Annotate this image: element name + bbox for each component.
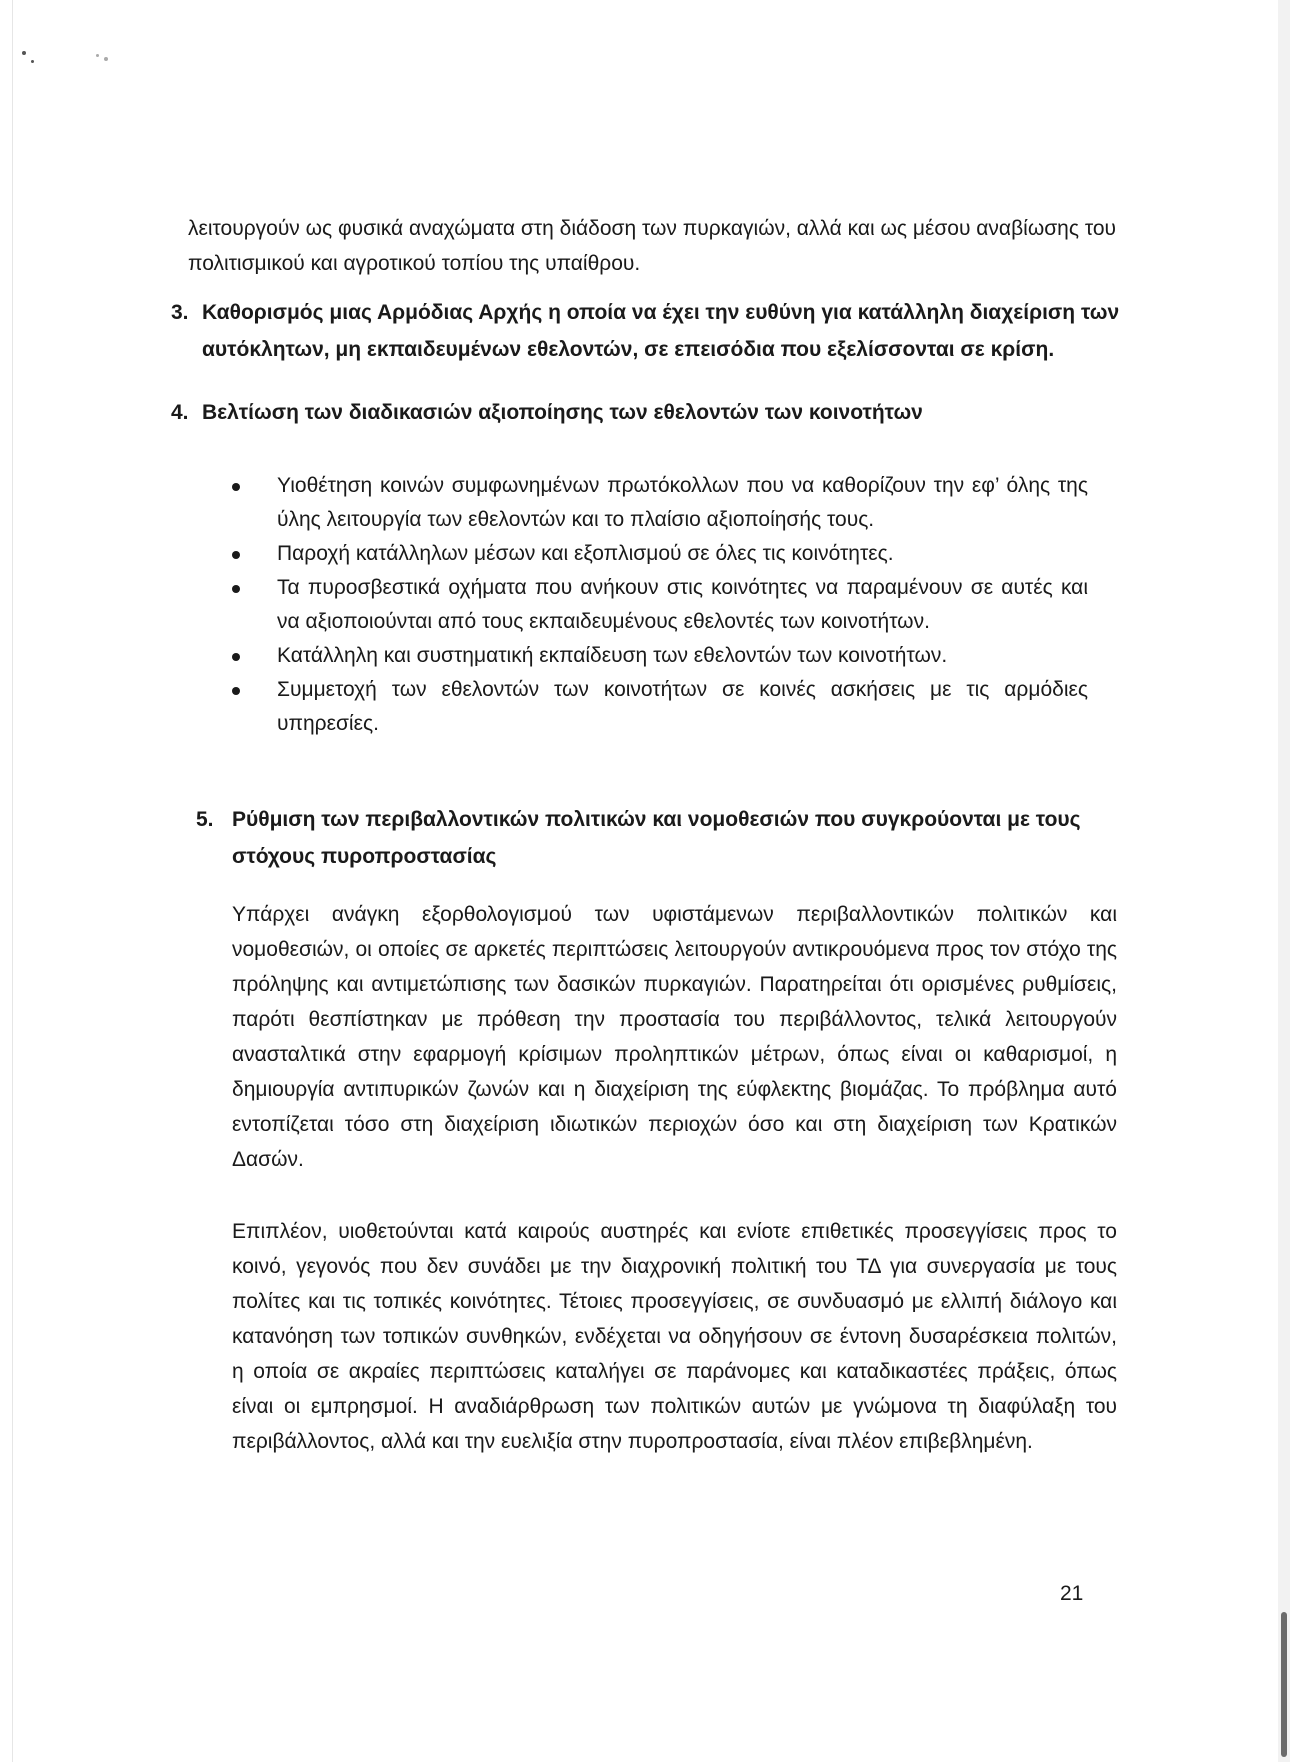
intro-paragraph: λειτουργούν ως φυσικά αναχώματα στη διάδοση των πυρκαγιών, αλλά και ως μέσου αναβίωσης του πολιτισμικού και αγροτικού τοπίου της υπαίθρου. [188, 217, 1116, 275]
scan-speck [104, 57, 108, 61]
section-5-paragraph-1: Υπάρχει ανάγκη εξορθολογισμού των υφιστάμενων περιβαλλοντικών πολιτικών και νομοθεσιών, οι οποίες σε αρκετές περιπτώσεις λειτουργούν αντικρουόμενα προς τον στόχο της πρόληψης και αντιμετώπισης των δασικών πυρκαγιών. Παρατηρείται ότι ορισμένες ρυθμίσεις, παρότι θεσπίστηκαν με πρόθεση την προστασία του περιβάλλοντος, τελικά λειτουργούν ανασταλτικά στην εφαρμογή κρίσιμων προληπτικών μέτρων, όπως είναι οι καθαρισμοί, η δημιουργία αντιπυρικών ζωνών και η διαχείριση της εύφλεκτης βιομάζας. Το πρόβλημα αυτό εντοπίζεται τόσο στη διαχείριση ιδιωτικών περιοχών όσο και στη διαχείριση των Κρατικών Δασών. [232, 903, 1117, 1171]
section-5-heading [196, 801, 1126, 875]
bullet-icon [232, 653, 240, 661]
page-number: 21 [1060, 1582, 1084, 1605]
scan-speck [96, 54, 99, 57]
section-title: Ρύθμιση των περιβαλλοντικών πολιτικών και νομοθεσιών που συγκρούονται με τους στόχους πυροπροστασίας [232, 808, 1081, 868]
scan-speck [31, 60, 34, 63]
list-item-text: Παροχή κατάλληλων μέσων και εξοπλισμού σε όλες τις κοινότητες. [277, 542, 894, 565]
section-title: Καθορισμός μιας Αρμόδιας Αρχής η οποία να έχει την ευθύνη για κατάλληλη διαχείριση των αυτόκλητων, μη εκπαιδευμένων εθελοντών, σε επεισόδια που εξελίσσονται σε κρίση. [202, 301, 1120, 361]
list-item [232, 571, 1088, 639]
list-item-text: Υιοθέτηση κοινών συμφωνημένων πρωτόκολλων που να καθορίζουν την εφ’ όλης της ύλης λειτουργία των εθελοντών και το πλαίσιο αξιοποίησής τους. [277, 474, 1088, 531]
list-item [232, 537, 1088, 571]
section-4-heading [171, 394, 1131, 431]
list-item [232, 639, 1088, 673]
section-title: Βελτίωση των διαδικασιών αξιοποίησης των εθελοντών των κοινοτήτων [202, 401, 923, 424]
list-item-text: Τα πυροσβεστικά οχήματα που ανήκουν στις κοινότητες να παραμένουν σε αυτές και να αξιοποιούνται από τους εκπαιδευμένους εθελοντές των κοινοτήτων. [277, 576, 1088, 633]
list-item-text: Συμμετοχή των εθελοντών των κοινοτήτων σε κοινές ασκήσεις με τις αρμόδιες υπηρεσίες. [277, 678, 1088, 735]
list-item [232, 469, 1088, 537]
scrollbar[interactable] [1278, 0, 1290, 1762]
section-number: 3. [171, 301, 189, 324]
scrollbar-thumb[interactable] [1281, 1612, 1287, 1757]
section-3-heading [171, 294, 1146, 368]
section-4-bullet-list [232, 469, 1088, 741]
bullet-icon [232, 585, 240, 593]
section-5-paragraph-2: Επιπλέον, υιοθετούνται κατά καιρούς αυστηρές και ενίοτε επιθετικές προσεγγίσεις προς το κοινό, γεγονός που δεν συνάδει με την διαχρονική πολιτική του ΤΔ για συνεργασία με τους πολίτες και τις τοπικές κοινότητες. Τέτοιες προσεγγίσεις, σε συνδυασμό με ελλιπή διάλογο και κατανόηση των τοπικών συνθηκών, ενδέχεται να οδηγήσουν σε έντονη δυσαρέσκεια πολιτών, η οποία σε ακραίες περιπτώσεις καταλήγει σε παράνομες και καταδικαστέες πράξεις, όπως είναι οι εμπρησμοί. Η αναδιάρθρωση των πολιτικών αυτών με γνώμονα τη διαφύλαξη του περιβάλλοντος, αλλά και την ευελιξία στην πυροπροστασία, είναι πλέον επιβεβλημένη. [232, 1220, 1117, 1453]
bullet-icon [232, 551, 240, 559]
list-item [232, 673, 1088, 741]
section-number: 4. [171, 401, 189, 424]
section-number: 5. [196, 808, 214, 831]
bullet-icon [232, 687, 240, 695]
scan-speck [22, 51, 26, 55]
bullet-icon [232, 483, 240, 491]
list-item-text: Κατάλληλη και συστηματική εκπαίδευση των εθελοντών των κοινοτήτων. [277, 644, 948, 667]
